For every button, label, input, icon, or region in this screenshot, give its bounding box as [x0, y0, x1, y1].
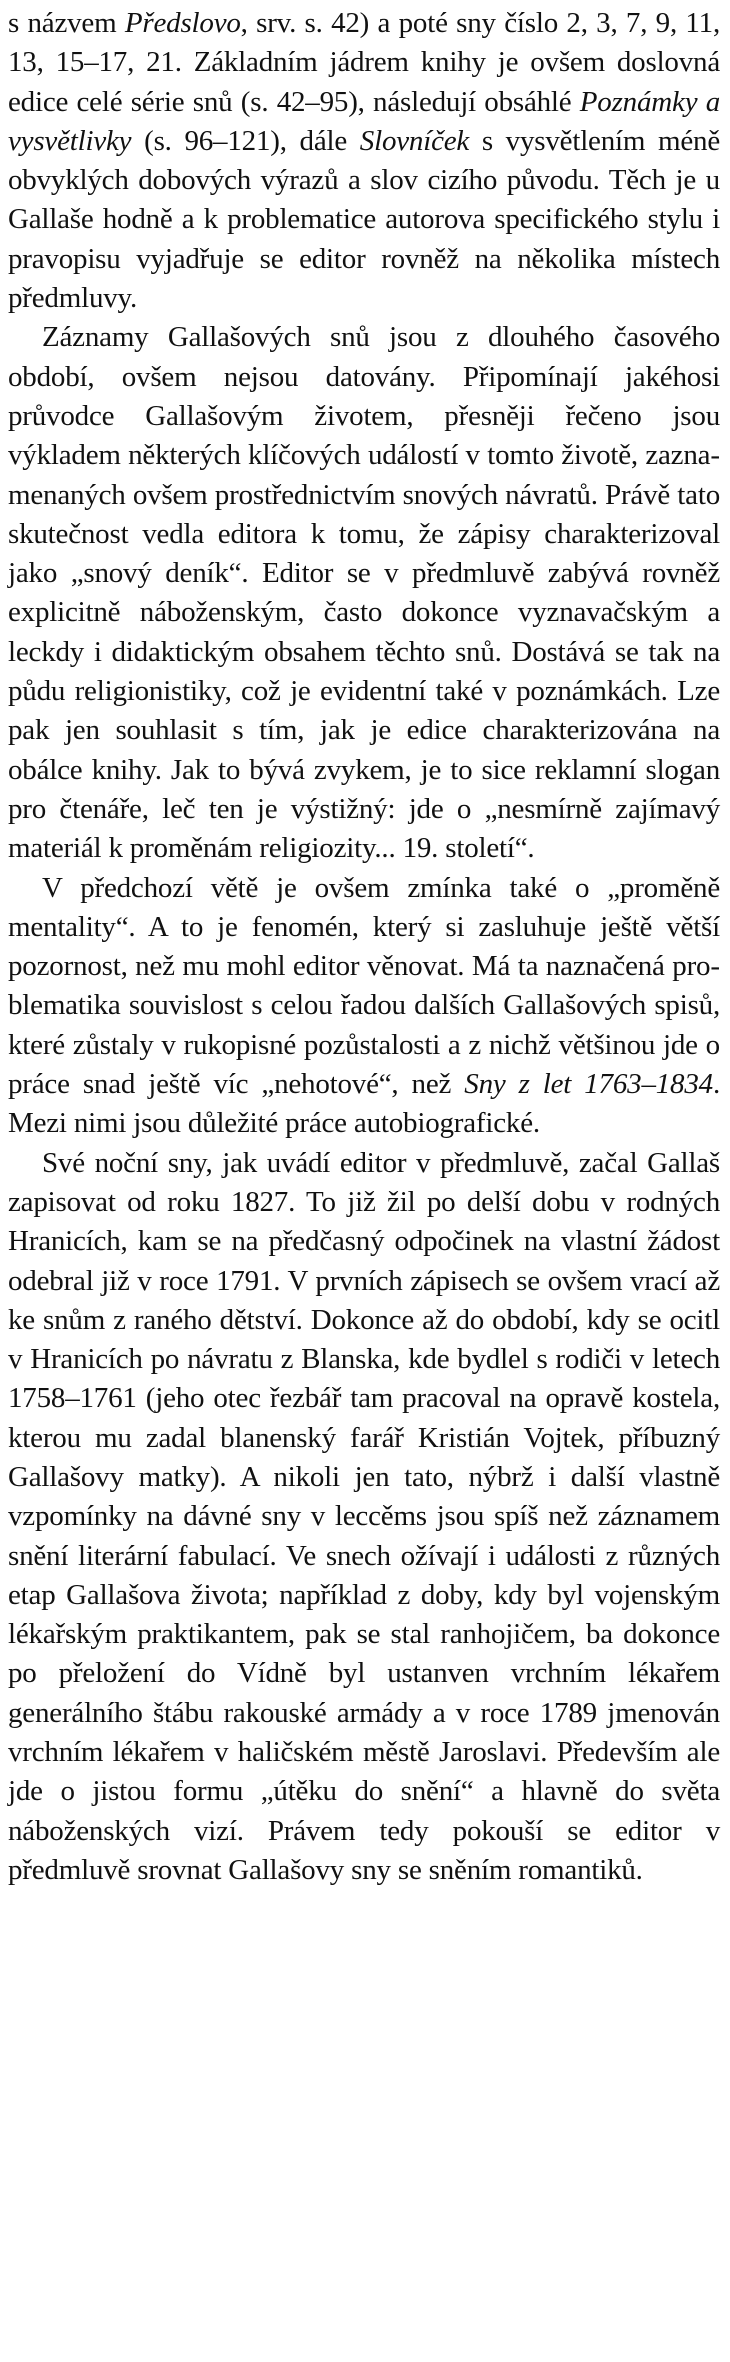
body-text: , srv. s. 42) a poté sny číslo 2, 3, 7, 9, 11, 13, 15–17, 21. Základním jádrem knihy je ovšem doslovná edice celé série snů (s. 42–95), následují obsáhlé	[8, 7, 720, 118]
paragraph-dream-records	[8, 318, 720, 868]
italic-title-text: Sny z let 1763–1834	[464, 1068, 713, 1101]
article-column	[8, 4, 720, 1890]
body-text: (s. 96–121), dále	[131, 124, 360, 157]
body-text: V předchozí větě je ovšem zmínka také o „proměně mentality“. A to je fenomén, který si zasluhuje ještě větší pozornost, než mu mohl editor věnovat. Má ta naznačená problematika souvislost s celou řadou dalších Gallašových spisů, které zůstaly v rukopisné pozůstalosti a z nichž většinou jde o práce snad ještě víc „nehotové“, než	[8, 871, 720, 1101]
italic-title-text: Slovníček	[359, 124, 470, 157]
body-text: Své noční sny, jak uvádí editor v předmluvě, začal Gallaš zapisovat od roku 1827. To již žil po delší dobu v rodných Hranicích, kam se na předčasný odpočinek na vlastní žádost odebral již v roce 1791. V prvních zápisech se ovšem vrací až ke snům z raného dětství. Dokonce až do období, kdy se ocitl v Hranicích po návratu z Blanska, kde bydlel s rodiči v letech 1758–1761 (jeho otec řezbář tam pracoval na opravě kostela, kterou mu zadal blanenský farář Kristián Vojtek, příbuzný Gallašovy matky). A nikoli jen tato, nýbrž i další vlastně vzpomínky na dávné sny v leccěms jsou spíš než záznamem snění literární fabulací. Ve snech ožívají i události z různých etap Gallašova života; například z doby, kdy byl vojenským lékařským praktikantem, pak se stal ranhojičem, ba dokonce po přeložení do Vídně byl ustanven vrchním lékařem generálního štábu rakouské armády a v roce 1789 jmenován vrchním lékařem v haličském městě Jaroslavi. Především ale jde o jistou formu „útěku do snění“ a hlavně do světa náboženských vizí. Právem tedy pokouší se editor v předmluvě srovnat Gallašovy sny se sněním romantiků.	[8, 1146, 720, 1886]
body-text: . Mezi nimi jsou důležité práce autobiografické.	[8, 1068, 721, 1140]
paragraph-continuation	[8, 4, 720, 318]
body-text: s názvem	[8, 7, 125, 39]
body-text: s vysvětlením méně obvyklých dobových výrazů a slov cizího původu. Těch je u Gallaše hodně a k problematice autorova specifického stylu i pravopisu vyjadřuje se editor rovněž na několika místech předmluvy.	[8, 124, 720, 315]
paragraph-night-dreams	[8, 1144, 720, 1891]
italic-title-text: Poznámky a vysvětlivky	[8, 85, 720, 157]
italic-title-text: Předslovo	[124, 7, 241, 39]
body-text: Záznamy Gallašových snů jsou z dlouhého časového období, ovšem nejsou datovány. Připomínají jakéhosi průvodce Gallašovým životem, přesněji řečeno jsou výkladem některých klíčových událostí v tomto životě, zaznamenaných ovšem prostřednictvím snových návratů. Právě tato skutečnost vedla editora k tomu, že zápisy charakterizoval jako „snový deník“. Editor se v předmluvě zabývá rovněž explicitně náboženským, často dokonce vyznavačským a leckdy i didaktickým obsahem těchto snů. Dostává se tak na půdu religionistiky, což je evidentní také v poznámkách. Lze pak jen souhlasit s tím, jak je edice charakterizována na obálce knihy. Jak to bývá zvykem, je to sice reklamní slogan pro čtenáře, leč ten je výstižný: jde o „nesmírně zajímavý materiál k proměnám religiozity... 19. století“.	[8, 321, 720, 865]
paragraph-mentality	[8, 869, 720, 1144]
